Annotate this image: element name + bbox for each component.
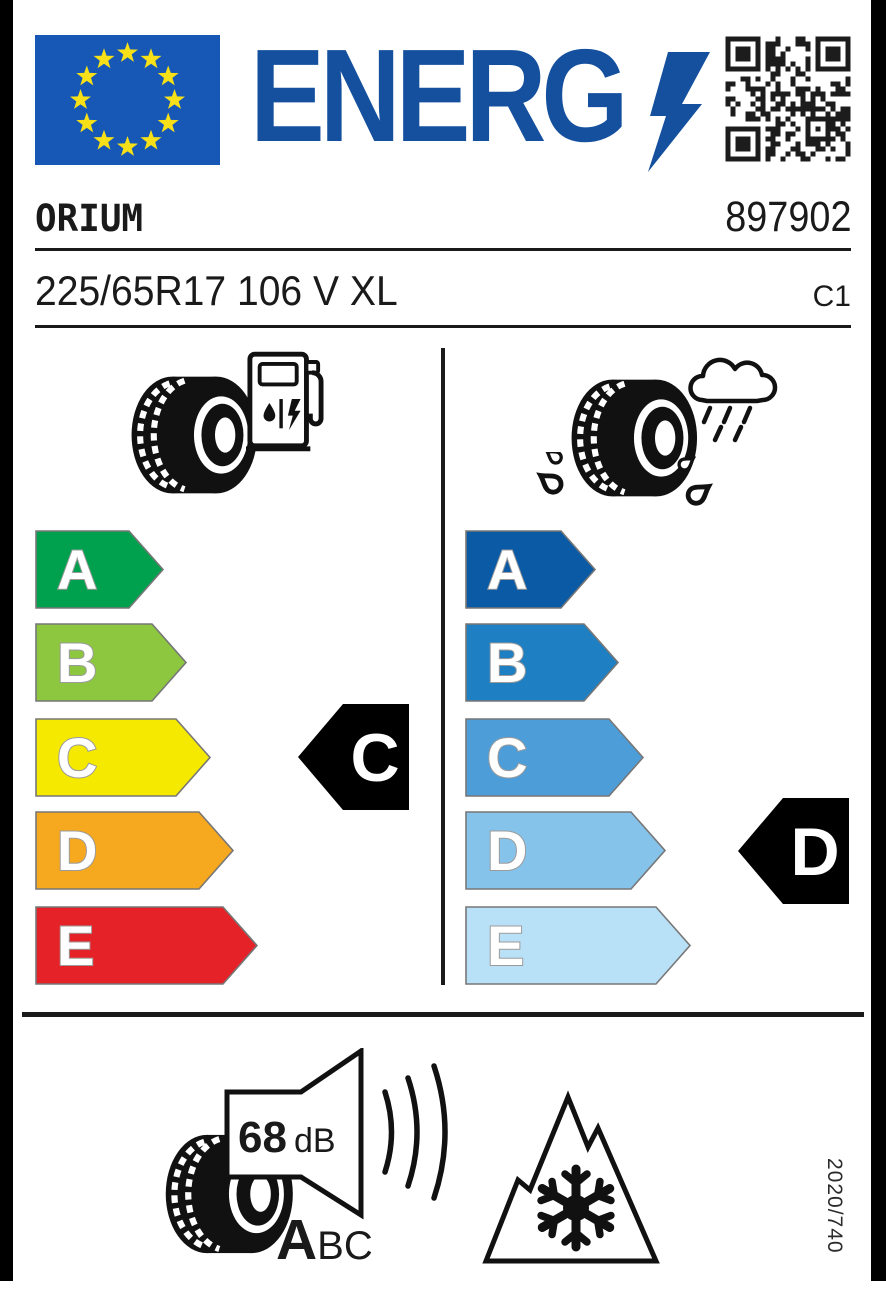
grade-letter-D: D (487, 819, 528, 882)
noise-unit: dB (293, 1122, 336, 1160)
noise-class-letter: A (276, 1208, 318, 1272)
divider-line-2 (35, 325, 851, 328)
grade-letter-A: A (57, 538, 98, 601)
energy-logo-text: ENERG (250, 22, 624, 169)
grade-arrow-E (465, 906, 692, 985)
fuel-efficiency-rating-indicator (297, 703, 410, 811)
grade-letter-C: C (57, 726, 98, 789)
regulation-reference: 2020/740 (823, 1158, 846, 1254)
noise-number: 68 (238, 1113, 287, 1162)
tire-size-designation: 225/65R17 106 V XL (35, 267, 398, 314)
lightning-bolt-icon (648, 52, 710, 172)
noise-value (238, 1113, 336, 1162)
brand-name: ORIUM (35, 197, 144, 240)
grade-letter-A: A (487, 538, 528, 601)
divider-line-3 (22, 1012, 864, 1017)
divider-line-1 (35, 248, 851, 251)
left-border (0, 0, 13, 1281)
grade-letter-D: D (57, 819, 98, 882)
snow-grip-3pmsf-icon (478, 1086, 670, 1268)
qr-code (722, 33, 854, 165)
grade-arrow-D (35, 811, 235, 890)
fuel-pump-icon (246, 350, 324, 452)
noise-class-others: BC (317, 1224, 373, 1268)
grade-letter-E: E (487, 914, 525, 977)
grade-arrow-B (35, 623, 188, 702)
grade-arrow-A (35, 530, 165, 609)
tire-class: C1 (812, 280, 851, 313)
grade-letter-B: B (487, 631, 528, 694)
grade-arrow-A (465, 530, 597, 609)
right-border (871, 0, 886, 1281)
grade-arrow-B (465, 623, 620, 702)
noise-class (276, 1208, 373, 1272)
sound-waves-icon (380, 1062, 460, 1207)
wet-grip-rating-indicator (737, 797, 850, 905)
rain-cloud-icon (680, 348, 780, 443)
product-id: 897902 (724, 193, 851, 241)
wet-rating-letter: D (790, 814, 840, 890)
rain-lines (704, 408, 750, 440)
grade-letter-E: E (57, 914, 95, 977)
grade-arrow-E (35, 906, 259, 985)
grade-letter-B: B (57, 631, 98, 694)
fuel-rating-letter: C (350, 720, 400, 796)
grade-arrow-C (465, 718, 645, 797)
grade-arrow-C (35, 718, 212, 797)
column-divider (441, 348, 445, 985)
water-splash-icon (532, 452, 718, 520)
grade-letter-C: C (487, 726, 528, 789)
grade-arrow-D (465, 811, 667, 890)
eu-flag (35, 35, 220, 165)
